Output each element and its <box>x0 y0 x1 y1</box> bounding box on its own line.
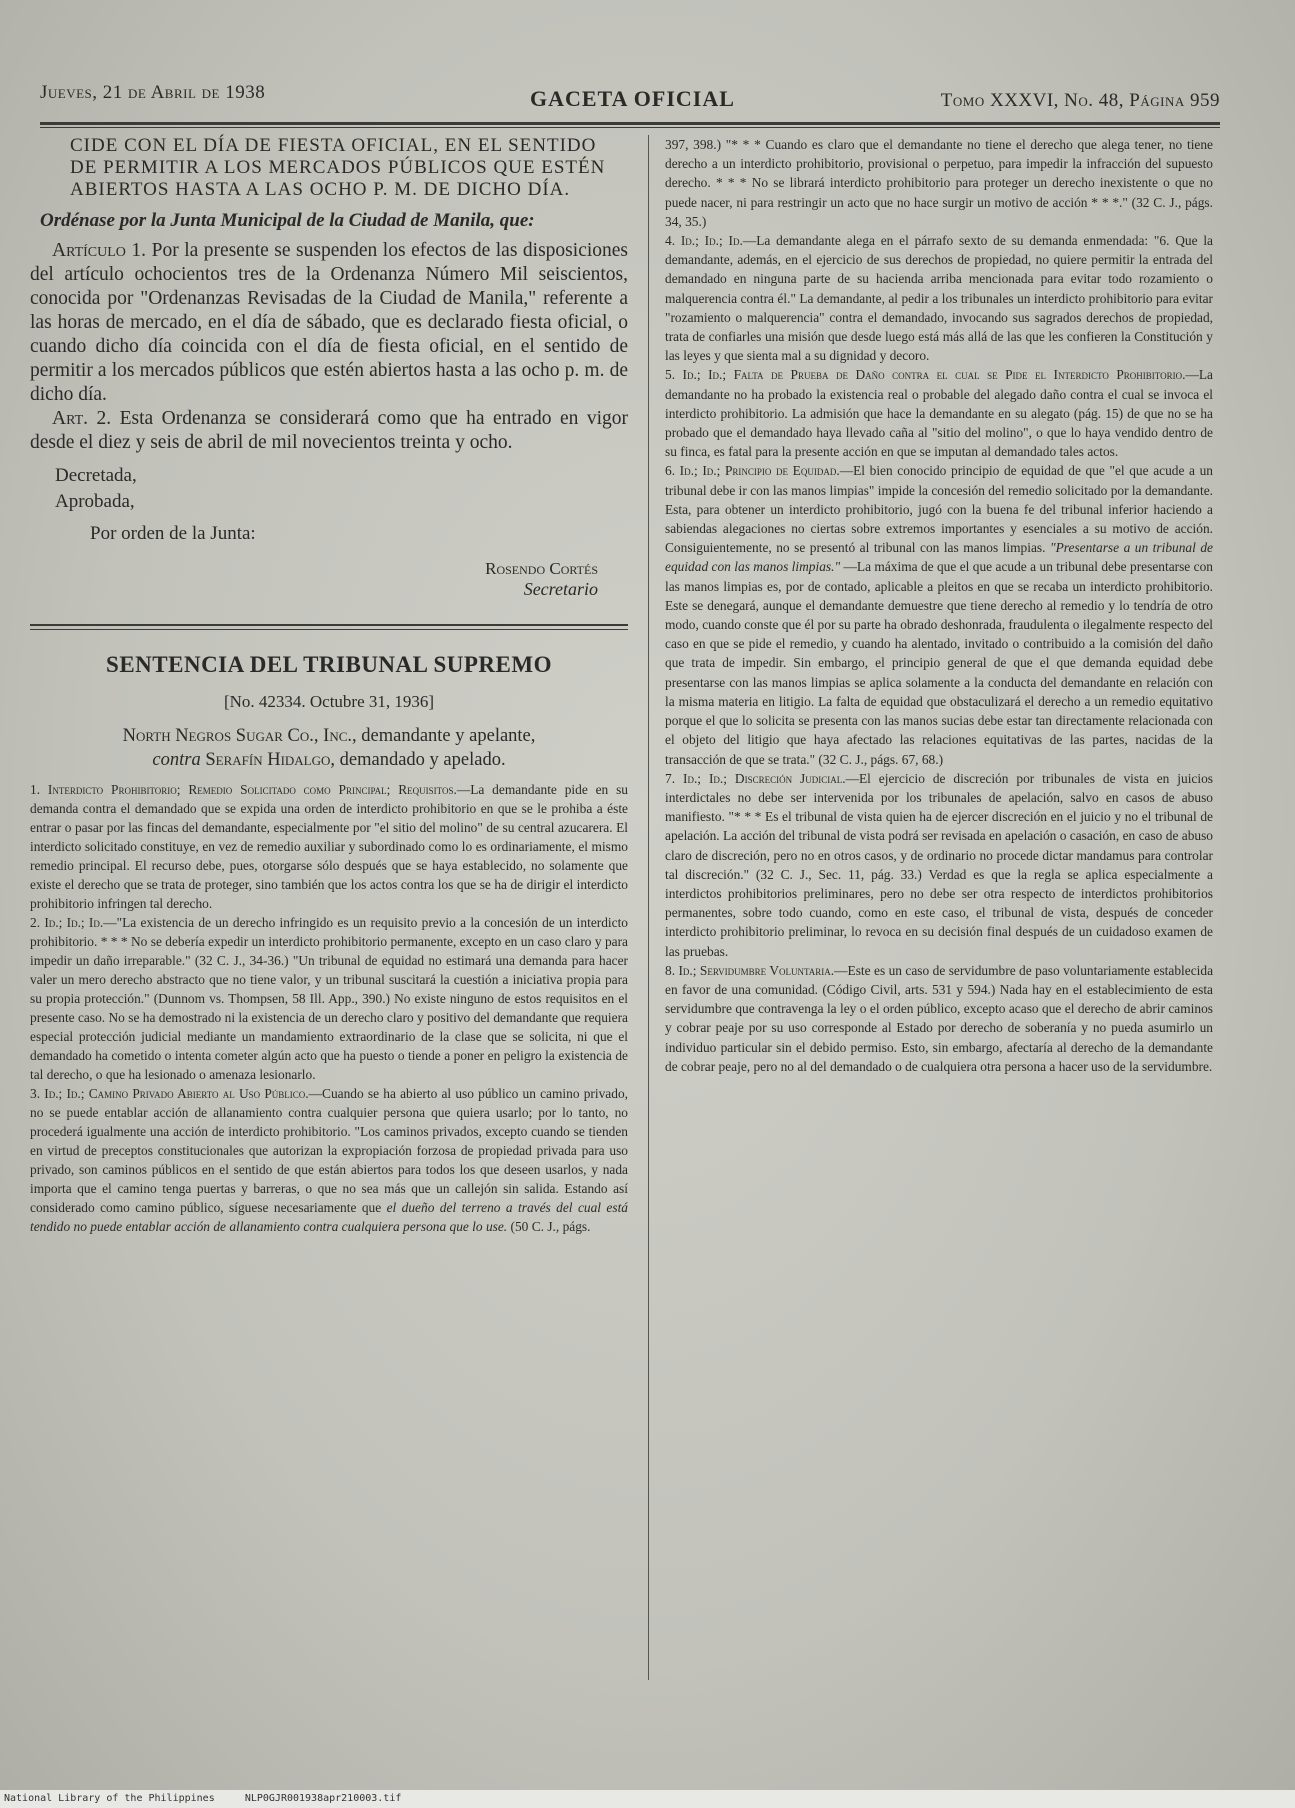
aprobada: Aprobada, <box>55 491 135 512</box>
syllabus-paragraph <box>665 769 1213 961</box>
article-2-text: Esta Ordenanza se considerará como que ha entrado en vigor desde el diez y seis de abril de mil novecientos treinta y ocho. <box>30 408 629 453</box>
decretada: Decretada, <box>55 465 137 486</box>
syllabus-lead: 1. Interdicto Prohibitorio; Remedio Solicitado como Principal; Requisitos. <box>30 782 457 797</box>
syllabus-lead: 3. Id.; Id.; Camino Privado Abierto al Uso Público. <box>30 1086 309 1101</box>
signer-title: Secretario <box>523 579 598 599</box>
sentencia-title: SENTENCIA DEL TRIBUNAL SUPREMO <box>106 652 552 677</box>
sentencia-number: [No. 42334. Octubre 31, 1936] <box>223 692 435 711</box>
scan-footer <box>0 1790 1295 1808</box>
syllabus-text: —La demandante pide en su demanda contra el demandado que se expida una orden de interdicto prohibitorio en que se le prohiba a éste entrar o pasar por las fincas del demandante, especialmente por "el sitio del molino" de su central azucarera. El interdicto solicitado constituye, en vez de remedio auxiliar y subordinado como lo es ordinariamente, el mismo remedio principal. El recurso debe, pues, otorgarse sólo después que se haya establecido, no solamente que existe el derecho que se trata de proteger, sino también que los actos contra los que se ha de dirigir el interdicto prohibitorio infringen tal derecho. <box>30 782 628 911</box>
syllabus-paragraph <box>30 780 628 913</box>
ordinance-enacting-clause: Ordénase por la Junta Municipal de la Ciudad de Manila, que: <box>40 210 535 231</box>
plaintiff-role: , demandante y apelante, <box>352 726 536 746</box>
left-column <box>30 135 628 1236</box>
syllabus-lead: 7. Id.; Id.; Discreción Judicial. <box>665 770 846 786</box>
signer-name: Rosendo Cortés <box>485 559 598 578</box>
syllabus-tail: —La máxima de que el que acude a un tribunal debe presentarse con las manos limpias es, por de contado, aplicable a pleitos en que se recaba un interdicto prohibitorio. Este se denegará, aunque el demandante demuestre que tiene derecho al remedio y lo tendría de otro modo, cuando conste que él por su parte ha obrado deshonrada, fraudulenta o ilegalmente respecto del caso en que se pide el remedio, y cuando ha alentado, invitado o contribuido a la comisión del daño que trata de impedir. Sin embargo, el principio general de que el que demanda equidad debe presentarse con las manos limpias se aplica solamente a la conducta del demandante en relación con la misma materia en litigio. La falta de equidad que obstaculizará el derecho a un remedio equitativo porque el que lo solicita se presenta con las manos sucias debe estar tan directamente relacionada con el objeto del litigio que haya afectado las relaciones equitativas de las partes, nacidas de la transacción de que se trata." (32 C. J., págs. 67, 68.) <box>665 559 1213 767</box>
syllabus-text: —Cuando se ha abierto al uso público un camino privado, no se puede entablar acción de allanamiento contra cualquier persona que quiera usarlo; por lo tanto, no procederá igualmente una acción de interdicto prohibitorio. "Los caminos privados, excepto cuando se tienden en virtud de preceptos constitucionales que autorizan la expropiación forzosa de propiedad privada para uso privado, son caminos públicos en el sentido de que están abiertos para todos los que deseen usarlos, y nada importa que el camino tenga puertas y barreras, o que no sea más que un callejón sin salida. Estando así considerado como camino público, síguese necesariamente que <box>30 1086 628 1215</box>
header-rule <box>40 122 1220 128</box>
syllabus-text: —La demandante alega en el párrafo sexto de su demanda enmendada: "6. Que la demandante, además, en el ejercicio de sus derechos de propiedad, no quiere permitir la entrada del demandado en ninguna parte de su hacienda arriba mencionada para evitar todo rozamiento o malquerencia contra él." La demandante, al pedir a los tribunales un interdicto prohibitorio para evitar "rozamiento o malquerencia" contra el demandado, invocando sus sagrados derechos de propiedad, trata de confiarles una misión que desde luego está más allá de las que les confieren la Constitución y las leyes y que sienta mal a su dignidad y decoro. <box>665 233 1213 364</box>
section-rule <box>30 624 628 630</box>
defendant: Serafín Hidalgo <box>205 750 331 770</box>
syllabus-paragraph <box>30 1084 628 1236</box>
case-parties <box>30 724 628 772</box>
syllabus-left <box>30 780 628 1236</box>
ordinance-title-continuation: CIDE CON EL DÍA DE FIESTA OFICIAL, EN EL SENTIDO DE PERMITIR A LOS MERCADOS PÚBLICOS QUE ESTÉN ABIERTOS HASTA A LAS OCHO P. M. DE DICHO DÍA. <box>70 135 606 200</box>
syllabus-text: —La demandante no ha probado la existencia real o probable del alegado daño contra el cual se invoca el interdicto prohibitorio. La admisión que hace la demandante en su alegato (pág. 15) de que no se ha probado que el demandado haya llevado caña al "sitio del molino", o que lo haya vendido dentro de su finca, es fatal para la presente acción en que se imputan al demandado tales actos. <box>665 367 1213 460</box>
syllabus-tail: (50 C. J., págs. <box>510 1219 591 1234</box>
syllabus-paragraph <box>665 135 1213 231</box>
defendant-role: , demandado y apelado. <box>330 750 506 770</box>
plaintiff: North Negros Sugar Co., Inc. <box>122 726 353 746</box>
syllabus-lead: 8. Id.; Servidumbre Voluntaria. <box>665 962 835 978</box>
syllabus-italic: el dueño del terreno a través del cual está tendido no puede entablar acción de allanamiento contra cualquiera persona que lo use. <box>30 1200 628 1234</box>
article-2 <box>30 407 628 455</box>
article-1-text: Por la presente se suspenden los efectos de las disposiciones del artículo ochocientos tres de la Ordenanza Número Mil seiscientos, conocida por "Ordenanzas Revisadas de la Ciudad de Manila," referente a las horas de mercado, en el día de sábado, que es declarado fiesta oficial, o cuando dicho día coincida con el día de fiesta oficial, en el sentido de permitir a los mercados públicos que estén abiertos hasta a las ocho p. m. de dicho día. <box>30 240 629 405</box>
syllabus-text: —Este es un caso de servidumbre de paso voluntariamente establecida en favor de una comunidad. (Código Civil, arts. 531 y 594.) Nada hay en el establecimiento de esta servidumbre que contravenga la ley o el orden público, excepto acaso que el derecho de abrir caminos y cobrar peaje por su uso corresponde al Estado por derecho de soberanía y no pueda asumirlo un individuo particular sin el debido permiso. Esto, sin embargo, afectaría al derecho de la demandante de cobrar peaje, pero no al del demandado o de cualquiera otra persona a hacer uso de la servidumbre. <box>665 962 1214 1074</box>
contra: contra <box>152 750 201 770</box>
syllabus-paragraph <box>30 913 628 1084</box>
volume-page: Tomo XXXVI, No. 48, Página 959 <box>940 90 1220 111</box>
right-column <box>665 135 1213 1076</box>
syllabus-italic: "Presentarse a un tribunal de equidad con las manos limpias." <box>665 540 1213 575</box>
article-1-lead: Artículo 1. <box>52 240 147 261</box>
syllabus-paragraph <box>665 461 1213 768</box>
syllabus-lead: 6. Id.; Id.; Principio de Equidad. <box>665 463 840 479</box>
page-header <box>40 82 1220 116</box>
syllabus-lead: 2. Id.; Id.; Id. <box>30 915 104 930</box>
issue-date: Jueves, 21 de Abril de 1938 <box>40 82 266 103</box>
syllabus-right <box>665 135 1213 1076</box>
syllabus-lead: 5. Id.; Id.; Falta de Prueba de Daño contra el cual se Pide el Interdicto Prohibitorio. <box>665 367 1186 383</box>
library-name: National Library of the Philippines <box>4 1793 215 1804</box>
por-orden: Por orden de la Junta: <box>90 523 256 544</box>
syllabus-text: 397, 398.) "* * * Cuando es claro que el demandante no tiene el derecho que alega tener, no tiene derecho a un interdicto prohibitorio, provisional o perpetuo, para impedir la infracción del supuesto derecho. * * * No se librará interdicto prohibitorio para proteger un derecho inexistente o que no puede nacer, ni para restringir un acto que no hace surgir un motivo de acción * * *." (32 C. J., págs. 34, 35.) <box>665 137 1213 229</box>
syllabus-paragraph <box>665 365 1213 461</box>
article-2-lead: Art. 2. <box>52 408 112 429</box>
publication-title: GACETA OFICIAL <box>530 86 735 111</box>
syllabus-lead: 4. Id.; Id.; Id. <box>665 233 743 249</box>
article-1 <box>30 239 628 407</box>
syllabus-text: —"La existencia de un derecho infringido es un requisito previo a la concesión de un interdicto prohibitorio. * * * No se debería expedir un interdicto prohibitorio permanente, excepto en un caso claro y para impedir un daño irreparable." (32 C. J., 34-36.) "Un tribunal de equidad no estimará una demanda para hacer valer un mero derecho abstracto que no tiene valor, y un tribunal suscitará la cuestión a iniciativa propia para su propia protección." (Dunnom vs. Thompsen, 58 Ill. App., 390.) No existe ninguno de estos requisitos en el presente caso. No se ha demostrado ni la existencia de un derecho claro y positivo del demandante que requiera especial protección judicial mediante un mandamiento extraordinario de la clase que se solicita, ni que el demandado ha cometido o intenta cometer algún acto que ha puesto o tiende a poner en peligro la existencia de tal derecho, o que ha lesionado o amenaza lesionarlo. <box>30 915 628 1082</box>
file-name: NLP0GJR001938apr210003.tif <box>244 1793 402 1804</box>
syllabus-text: —El ejercicio de discreción por tribunales de vista en juicios interdictales no debe ser intervenida por los tribunales de apelación, salvo en casos de abuso manifiesto. "* * * Es el tribunal de vista quien ha de ejercer discreción en el juicio y no el tribunal de apelación. La acción del tribunal de vista podrá ser revisada en apelación o casación, en caso de abuso claro de discreción, pero no en otros casos, y de ordinario no procede dictar mandamus para controlar tal discreción." (32 C. J., Sec. 11, pág. 33.) Verdad es que la regla se aplica especialmente a interdictos prohibitorios preliminares, pero no debe ser otra respecto de interdictos prohibitorios permanentes, sobre todo cuando, como en este caso, el tribunal de vista, después de conceder interdicto prohibitorio preliminar, lo revoca en su decisión final después de un cuidadoso examen de las pruebas. <box>665 770 1213 959</box>
syllabus-paragraph <box>665 231 1213 365</box>
syllabus-paragraph <box>665 961 1213 1076</box>
syllabus-text: —El bien conocido principio de equidad de que "el que acude a un tribunal debe ir con las manos limpias" impide la concesión del remedio solicitado por la demandante. Esta, para obtener un interdicto prohibitorio, jugó con la buena fe del tribunal inferior haciendo a sabiendas alegaciones no ciertas sobre extremos importantes y esenciales a su motivo de acción. Consiguientemente, no se presentó al tribunal con las manos limpias. <box>665 463 1213 556</box>
column-divider <box>648 135 649 1680</box>
